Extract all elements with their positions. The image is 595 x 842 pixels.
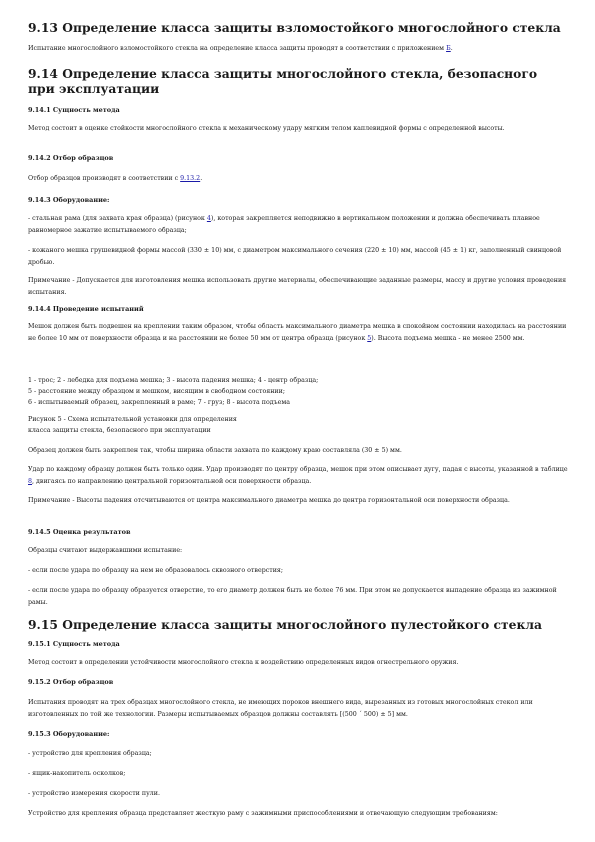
paragraph bbox=[28, 321, 568, 344]
paragraph: Метод состоит в оценке стойкости многослойного стекла к механическому удару мягким телом каплевидной формы с определенной высоты. bbox=[28, 125, 505, 132]
subsection-heading: 9.14.5 Оценка результатов bbox=[28, 528, 131, 536]
figure-caption: Рисунок 5 - Схема испытательной установки для определения bbox=[28, 416, 237, 423]
list-item: - если после удара по образцу образуется отверстие, то его диаметр должен быть не более 76 мм. При этом не допускается выпадение образца из зажимной рамы. bbox=[28, 587, 557, 606]
subsection-heading: 9.14.2 Отбор образцов bbox=[28, 154, 114, 162]
paragraph-text: Удар по каждому образцу должен быть только один. Удар производят по центру образца, мешок при этом описывает дугу, падая с высоты, указанной в таблице bbox=[28, 466, 568, 473]
paragraph: Образцы считают выдержавшими испытание: bbox=[28, 547, 183, 554]
paragraph: - кожаного мешка грушевидной формы массой (330 ± 10) мм, с диаметром максимального сечения (220 ± 10) мм, массой (45 ± 1) кг, заполненный свинцовой дробью. bbox=[28, 247, 562, 266]
subsection-heading: 9.14.1 Сущность метода bbox=[28, 106, 120, 114]
paragraph: Метод состоит в определении устойчивости многослойного стекла к воздействию определенных видов огнестрельного оружия. bbox=[28, 659, 459, 666]
paragraph-text: - стальная рама (для захвата края образца) (рисунок bbox=[28, 215, 207, 222]
paragraph-text: ), которая закрепляется неподвижно в вертикальном положении и должна обеспечивать плавное равномерное зажатие испытываемого образца; bbox=[28, 215, 540, 234]
paragraph: Образец должен быть закреплен так, чтобы ширина области захвата по каждому краю составляла (30 ± 5) мм. bbox=[28, 447, 402, 454]
table-8-link[interactable]: 8 bbox=[28, 477, 33, 485]
subsection-heading: 9.14.3 Оборудование: bbox=[28, 196, 110, 204]
paragraph bbox=[28, 43, 568, 55]
paragraph-text: Испытание многослойного взломостойкого стекла на определение класса защиты проводят в соответствии с приложением bbox=[28, 45, 447, 52]
paragraph bbox=[28, 213, 568, 236]
figure-legend-line: 1 - трос; 2 - лебедка для подъема мешка; 3 - высота падения мешка; 4 - центр образца; bbox=[28, 377, 319, 384]
paragraph-text: Мешок должен быть подвешен на креплении таким образом, чтобы область максимального диаметра мешка в спокойном состоянии находилась на расстоянии не более 10 мм от поверхности образца и на расстоянии не более 50 мм от центра образца (рисунок bbox=[28, 323, 567, 342]
note-paragraph: Примечание - Высоты падения отсчитываются от центра максимального диаметра мешка до центра горизонтальной оси поверхности образца. bbox=[28, 497, 510, 504]
note-paragraph: Примечание - Допускается для изготовления мешка использовать другие материалы, обеспечивающие заданные размеры, массу и другие условия проведения испытания. bbox=[28, 277, 567, 296]
subsection-heading: 9.15.1 Сущность метода bbox=[28, 640, 120, 648]
subsection-heading: 9.15.3 Оборудование: bbox=[28, 730, 110, 738]
paragraph-text: . bbox=[450, 45, 453, 52]
section-heading-9-13: 9.13 Определение класса защиты взломостойкого многослойного стекла bbox=[28, 20, 561, 35]
list-item: - ящик-накопитель осколков; bbox=[28, 770, 126, 777]
paragraph-text: . bbox=[200, 175, 203, 182]
paragraph: Устройство для крепления образца представляет жесткую раму с зажимными приспособлениями и отвечающую следующим требованиям: bbox=[28, 810, 498, 817]
paragraph-text: Отбор образцов производят в соответствии с bbox=[28, 175, 181, 182]
list-item: - если после удара по образцу на нем не образовалось сквозного отверстия; bbox=[28, 567, 284, 574]
list-item: - устройство измерения скорости пули. bbox=[28, 790, 160, 797]
paragraph-text: ). Высота подъема мешка - не менее 2500 мм. bbox=[371, 334, 525, 342]
subsection-heading: 9.15.2 Отбор образцов bbox=[28, 678, 114, 686]
paragraph-text: , двигаясь по направлению центральной горизонтальной оси поверхности образца. bbox=[32, 477, 312, 485]
section-heading-9-14: 9.14 Определение класса защиты многослойного стекла, безопасного при эксплуатации bbox=[28, 66, 538, 96]
paragraph: Испытания проводят на трех образцах многослойного стекла, не имеющих пороков внешнего вида, вырезанных из готовых многослойных стекол или изготовленных по той же технологии. Размеры испытываемых образцов должны составлять [(500 ´ 500) ± 5] мм. bbox=[28, 699, 533, 718]
paragraph bbox=[28, 173, 568, 185]
figure-legend-line: 5 - расстояние между образцом и мешком, висящим в свободном состоянии; bbox=[28, 388, 285, 395]
paragraph bbox=[28, 464, 568, 487]
appendix-b-link[interactable]: Б bbox=[446, 45, 451, 52]
clause-9-13-2-link[interactable]: 9.13.2 bbox=[180, 175, 201, 182]
figure-caption: класса защиты стекла, безопасного при эксплуатации bbox=[28, 427, 211, 434]
figure-5-link[interactable]: 5 bbox=[367, 334, 372, 342]
subsection-heading: 9.14.4 Проведение испытаний bbox=[28, 305, 144, 313]
section-heading-9-15: 9.15 Определение класса защиты многослойного пулестойкого стекла bbox=[28, 617, 542, 632]
list-item: - устройство для крепления образца; bbox=[28, 750, 152, 757]
figure-legend-line: 6 - испытываемый образец, закрепленный в раме; 7 - груз; 8 - высота подъема bbox=[28, 399, 290, 406]
figure-4-link[interactable]: 4 bbox=[206, 215, 211, 222]
